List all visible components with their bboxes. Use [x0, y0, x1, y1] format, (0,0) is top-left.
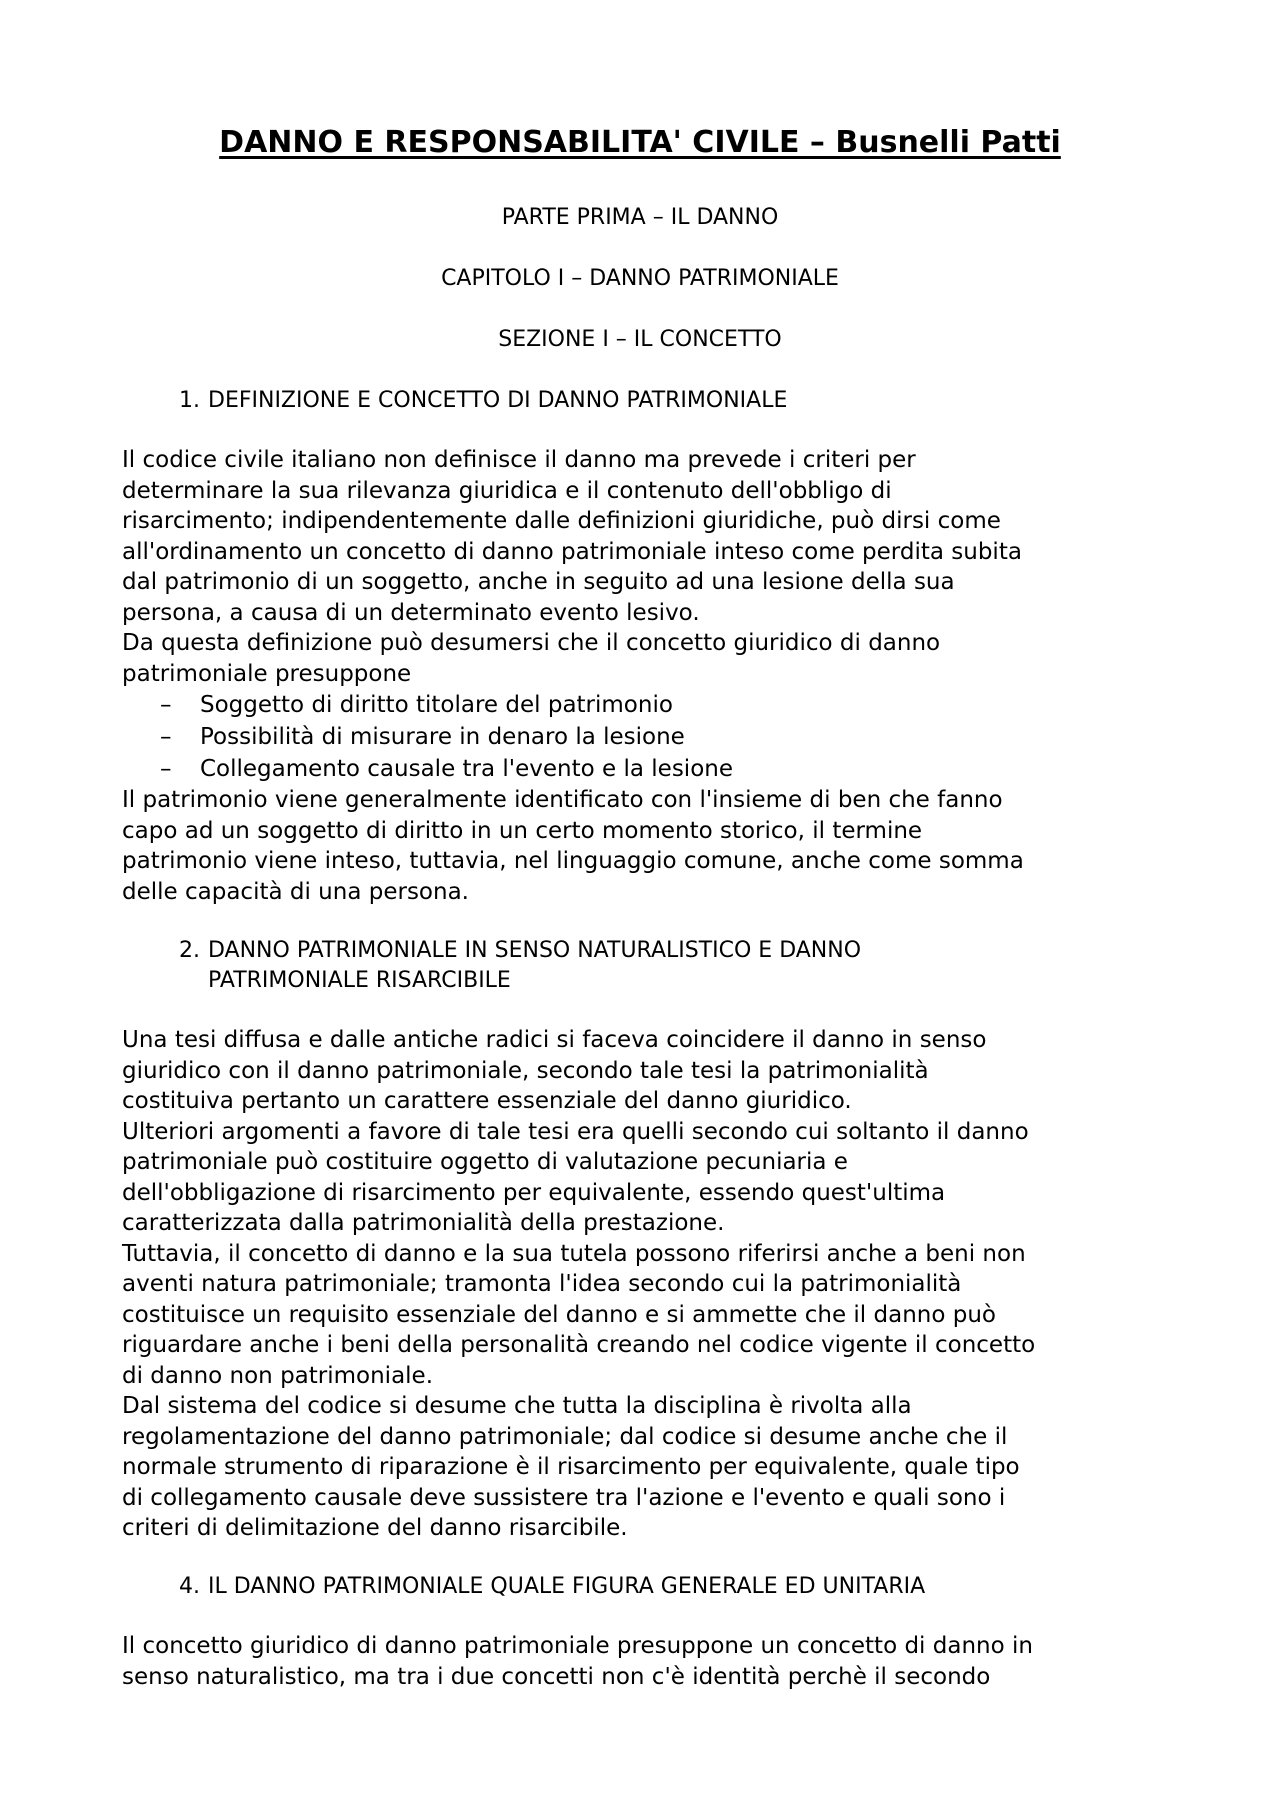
section-2-heading — [162, 936, 1162, 996]
list-item — [122, 721, 1182, 753]
section-1-paragraph-2: Il patrimonio viene generalmente identificato con l'insieme di ben che fanno capo ad un soggetto di diritto in un certo momento storico, il termine patrimonio viene inteso, tuttavia, nel linguaggio comune, anche come somma delle capacità di una persona. — [122, 787, 1024, 905]
section-1-title: DEFINIZIONE E CONCETTO DI DANNO PATRIMONIALE — [208, 388, 788, 413]
bullet-marker: – — [160, 724, 172, 750]
list-item — [122, 753, 1182, 785]
section-1-paragraph-1: Il codice civile italiano non definisce il danno ma prevede i criteri per determinare la sua rilevanza giuridica e il contenuto dell'obbligo di risarcimento; indipendentemente dalle definizioni giuridiche, può dirsi come all'ordinamento un concetto di danno patrimoniale inteso come perdita subita dal patrimonio di un soggetto, anche in seguito ad una lesione della sua persona, a causa di un determinato evento lesivo. Da questa definizione può desumersi che il concetto giuridico di danno patrimoniale presuppone — [122, 447, 1022, 687]
section-2-title: DANNO PATRIMONIALE IN SENSO NATURALISTICO E DANNO PATRIMONIALE RISARCIBILE — [208, 938, 862, 993]
section-4-title: IL DANNO PATRIMONIALE QUALE FIGURA GENERALE ED UNITARIA — [208, 1574, 926, 1599]
section-2-paragraph-1: Una tesi diffusa e dalle antiche radici si faceva coincidere il danno in senso giuridico con il danno patrimoniale, secondo tale tesi la patrimonialità costituiva pertanto un carattere essenziale del danno giuridico. Ulteriori argomenti a favore di tale tesi era quelli secondo cui soltanto il danno patrimoniale può costituire oggetto di valutazione pecuniaria e dell'obbligazione di risarcimento per equivalente, essendo quest'ultima caratterizzata dalla patrimonialità della prestazione. Tuttavia, il concetto di danno e la sua tutela possono riferirsi anche a beni non aventi natura patrimoniale; tramonta l'idea secondo cui la patrimonialità costituisce un requisito essenziale del danno e si ammette che il danno può riguardare anche i beni della personalità creando nel codice vigente il concetto di danno non patrimoniale. Dal sistema del codice si desume che tutta la disciplina è rivolta alla regolamentazione del danno patrimoniale; dal codice si desume anche che il normale strumento di riparazione è il risarcimento per equivalente, quale tipo di collegamento causale deve sussistere tra l'azione e l'evento e quali sono i criteri di delimitazione del danno risarcibile. — [122, 1027, 1036, 1541]
list-item-text: Collegamento causale tra l'evento e la lesione — [200, 756, 733, 782]
section-4-heading — [162, 1572, 1162, 1602]
section-4-number: 4. — [179, 1574, 200, 1599]
part-heading: PARTE PRIMA – IL DANNO — [501, 205, 779, 230]
document-title: DANNO E RESPONSABILITA' CIVILE – Busnelli Patti — [219, 125, 1061, 160]
list-item-text: Soggetto di diritto titolare del patrimonio — [200, 692, 673, 718]
list-item — [122, 689, 1182, 721]
chapter-heading: CAPITOLO I – DANNO PATRIMONIALE — [441, 266, 839, 291]
section-1-heading — [162, 386, 1162, 416]
section-1-number: 1. — [179, 388, 200, 413]
section-2-number: 2. — [179, 938, 200, 963]
bullet-marker: – — [160, 692, 172, 718]
section-1-bullet-list — [122, 689, 1182, 785]
section-heading: SEZIONE I – IL CONCETTO — [498, 327, 782, 352]
list-item-text: Possibilità di misurare in denaro la lesione — [200, 724, 685, 750]
section-4-paragraph-1: Il concetto giuridico di danno patrimoniale presuppone un concetto di danno in senso naturalistico, ma tra i due concetti non c'è identità perchè il secondo — [122, 1633, 1033, 1690]
bullet-marker: – — [160, 756, 172, 782]
